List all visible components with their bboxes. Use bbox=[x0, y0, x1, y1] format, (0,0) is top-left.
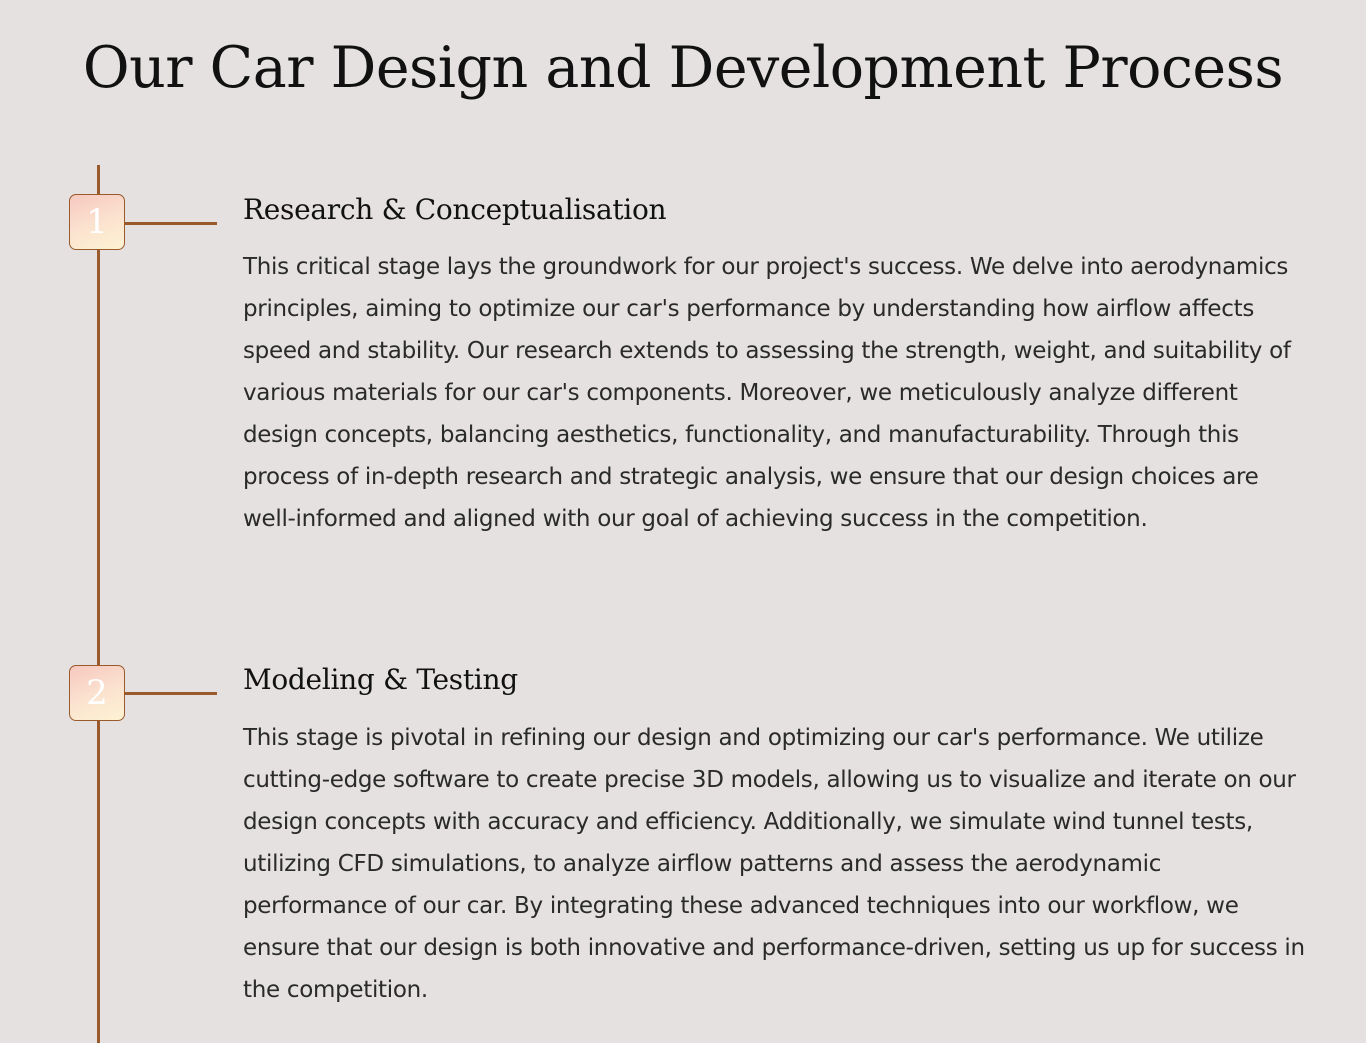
step-heading: Research & Conceptualisation bbox=[243, 193, 667, 226]
step-connector bbox=[125, 692, 217, 695]
step-number-badge: 1 bbox=[69, 194, 125, 250]
step-description: This stage is pivotal in refining our design and optimizing our car's performance. We utilize cutting-edge software to create precise 3D models, allowing us to visualize and iterate on our design concepts with accuracy and efficiency. Additionally, we simulate wind tunnel tests, utilizing CFD simulations, to analyze airflow patterns and assess the aerodynamic performance of our car. By integrating these advanced techniques into our workflow, we ensure that our design is both innovative and performance-driven, setting us up for success in the competition. bbox=[243, 725, 1305, 1003]
step-heading: Modeling & Testing bbox=[243, 663, 518, 696]
timeline-line bbox=[97, 165, 100, 1043]
step-connector bbox=[125, 222, 217, 225]
step-number-badge: 2 bbox=[69, 665, 125, 721]
page-title: Our Car Design and Development Process bbox=[82, 35, 1284, 101]
step-description: This critical stage lays the groundwork for our project's success. We delve into aerodynamics principles, aiming to optimize our car's performance by understanding how airflow affects speed and stability. Our research extends to assessing the strength, weight, and suitability of various materials for our car's components. Moreover, we meticulously analyze different design concepts, balancing aesthetics, functionality, and manufacturability. Through this process of in-depth research and strategic analysis, we ensure that our design choices are well-informed and aligned with our goal of achieving success in the competition. bbox=[243, 254, 1291, 532]
